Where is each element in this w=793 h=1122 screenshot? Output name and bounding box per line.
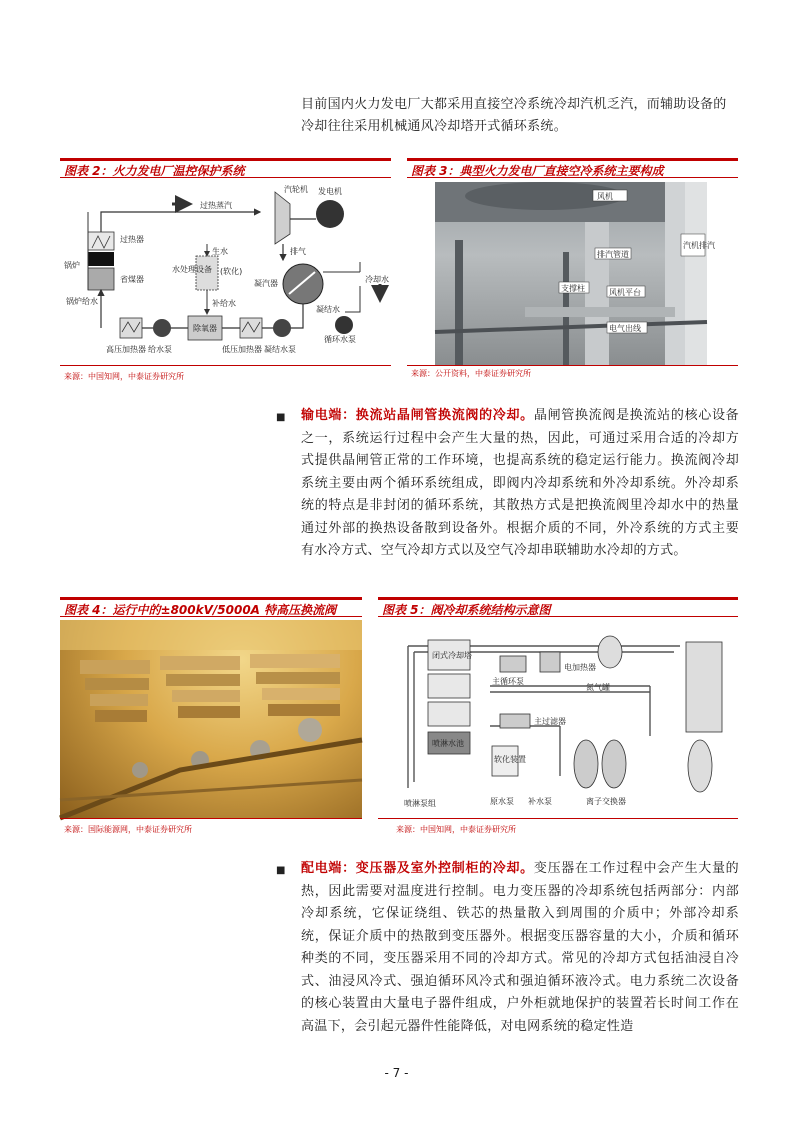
bullet1-heading: 输电端：换流站晶闸管换流阀的冷却。 <box>301 408 534 423</box>
bullet1-body: 晶闸管换流阀是换流站的核心设备之一，系统运行过程中会产生大量的热，因此，可通过采用合适的冷却方式提供晶闸管正常的工作环境，也提高系统的稳定运行能力。换流阀冷却系统主要由两个循环系统组成，即阀内冷却系统和外冷却系统。外冷却系统的特点是非封闭的循环系统，其散热方式是把换流阀里冷却水中的热量通过外部的换热设备散到设备外。根据介质的不同，外冷系统的方式主要有水冷方式、空气冷却方式以及空气冷却串联辅助水冷却的方式。 <box>301 408 739 558</box>
fig2-label-boiler-feed: 锅炉给水 <box>66 297 98 306</box>
fig3-label-power: 电气出线 <box>609 324 641 333</box>
fig2-label-cooling-water: 冷却水 <box>365 275 389 284</box>
fig5-label-spray-pump: 喷淋泵组 <box>404 799 436 808</box>
intro-paragraph: 目前国内火力发电厂大都采用直接空冷系统冷却汽机乏汽，而辅助设备的冷却往往采用机械通风冷却塔开式循环系统。 <box>301 97 727 134</box>
fig4-photo <box>60 620 362 818</box>
fig2-label-condensate-water: 凝结水 <box>316 305 340 314</box>
fig5-label-filter: 主过滤器 <box>534 717 566 726</box>
fig2-label-economizer: 省煤器 <box>120 275 144 284</box>
fig2-title: 图表 2：火力发电厂温控保护系统 <box>60 158 391 178</box>
fig5-source: 来源：中国知网，中泰证券研究所 <box>396 825 516 834</box>
fig3-label-platform: 风机平台 <box>609 288 641 297</box>
page-number: - 7 - <box>384 1066 409 1080</box>
fig3-source-rule <box>407 365 738 366</box>
fig3-label-exhaust: 汽机排汽 <box>683 241 715 250</box>
fig2-label-steam: 过热蒸汽 <box>200 201 232 210</box>
fig3-photo <box>435 182 715 365</box>
fig5-label-heater: 电加热器 <box>564 663 596 672</box>
fig2-label-condenser: 凝汽器 <box>254 279 278 288</box>
fig2-label-hp-heater: 高压加热器 <box>106 345 146 354</box>
fig2-label-raw-water: 生水 <box>212 247 228 256</box>
fig2-label-generator: 发电机 <box>318 187 342 196</box>
fig2-label-boiler: 锅炉 <box>64 261 80 270</box>
fig5-label-closed-tower: 闭式冷却塔 <box>432 651 472 660</box>
fig5-label-ion-exchanger: 离子交换器 <box>586 797 626 806</box>
fig5-label-main-pump: 主循环泵 <box>492 677 524 686</box>
fig2-label-turbine: 汽轮机 <box>284 185 308 194</box>
fig4-source-rule <box>60 818 362 819</box>
fig5-label-spray-pool: 喷淋水池 <box>432 739 464 748</box>
fig2-source-rule <box>60 365 391 366</box>
fig3-source: 来源：公开资料，中泰证券研究所 <box>411 369 531 378</box>
bullet2-heading: 配电端：变压器及室外控制柜的冷却。 <box>301 861 534 876</box>
fig2-label-softening: (软化) <box>220 267 243 276</box>
fig2-label-condensate-pump: 凝结水泵 <box>264 345 296 354</box>
fig3-title: 图表 3：典型火力发电厂直接空冷系统主要构成 <box>407 158 738 178</box>
fig3-label-duct: 排汽管道 <box>597 250 629 259</box>
fig2-label-feed-pump: 给水泵 <box>148 345 172 354</box>
bullet-marker: ■ <box>276 865 286 876</box>
fig2-label-deaerator: 除氧器 <box>193 324 217 333</box>
fig4-source: 来源：国际能源网，中泰证券研究所 <box>64 825 192 834</box>
bullet2-body: 变压器在工作过程中会产生大量的热，因此需要对温度进行控制。电力变压器的冷却系统包括两部分：内部冷却系统，它保证绕组、铁芯的热量散入到周围的介质中；外部冷却系统，保证介质中的热散到变压器外。根据变压器容量的大小，介质和循环种类的不同，变压器采用不同的冷却方式。常见的冷却方式包括油浸自冷式、油浸风冷式、强迫循环风冷式和强迫循环液冷式。电力系统二次设备的核心装置由大量电子器件组成，户外柜就地保护的装置若长时间工作在高温下，会引起元器件性能降低，对电网系统的稳定性造 <box>301 861 739 1034</box>
fig2-label-makeup: 补给水 <box>212 299 236 308</box>
fig5-source-rule <box>378 818 738 819</box>
fig3-label-support: 支撑柱 <box>561 284 585 293</box>
fig2-label-lp-heater: 低压加热器 <box>222 345 262 354</box>
fig2-source: 来源：中国知网，中泰证券研究所 <box>64 372 184 381</box>
fig2-label-exhaust: 排气 <box>290 247 306 256</box>
fig2-label-water-treatment: 水处理设备 <box>172 265 212 274</box>
fig5-label-makeup-pump: 补水泵 <box>528 797 552 806</box>
fig5-title: 图表 5：阀冷却系统结构示意图 <box>378 597 738 617</box>
bullet2-paragraph <box>301 858 739 1038</box>
fig2-diagram <box>60 182 391 365</box>
fig5-label-nitrogen: 氮气罐 <box>586 683 610 692</box>
fig3-label-fan: 风机 <box>597 192 613 201</box>
fig2-label-superheater: 过热器 <box>120 235 144 244</box>
fig5-label-softener: 软化装置 <box>494 755 526 764</box>
bullet-marker: ■ <box>276 412 286 423</box>
fig4-title: 图表 4：运行中的±800kV/5000A 特高压换流阀 <box>60 597 362 617</box>
bullet1-paragraph <box>301 405 739 563</box>
fig2-label-circ-pump: 循环水泵 <box>324 335 356 344</box>
fig5-label-brine-pump: 原水泵 <box>490 797 514 806</box>
fig5-diagram <box>400 626 728 816</box>
